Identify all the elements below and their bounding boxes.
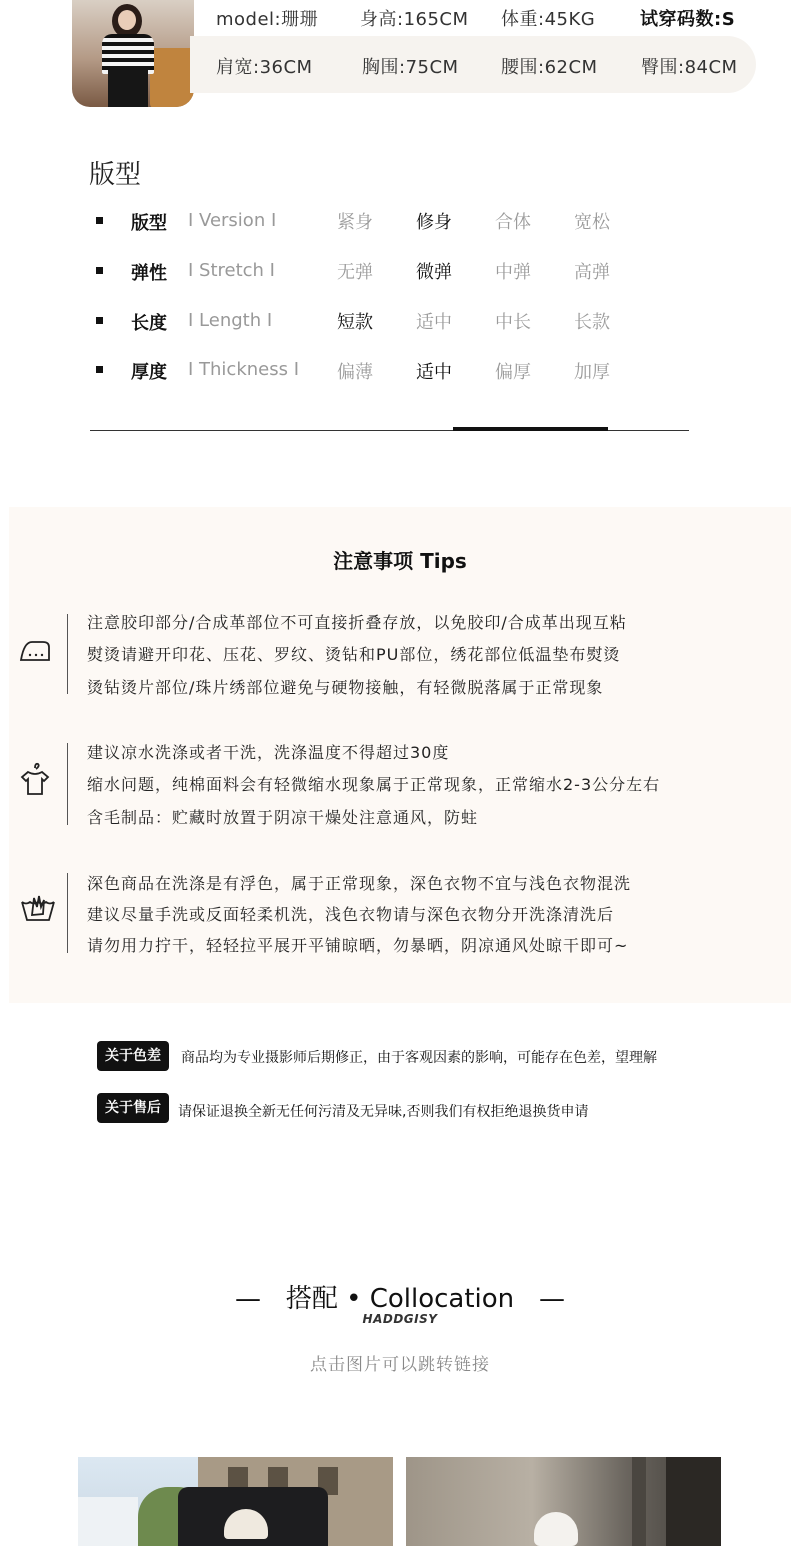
tip-line: 缩水问题，纯棉面料会有轻微缩水现象属于正常现象，正常缩水2-3公分左右 [87, 775, 661, 794]
brand-name: HADDGISY [362, 1312, 438, 1326]
model-trial-size: 试穿码数:S [640, 9, 736, 30]
fit-row-label: 厚度 [131, 362, 167, 383]
collocation-title: — 搭配 • Collocation — [235, 1284, 565, 1314]
bullet-icon [96, 267, 103, 274]
outfit-photo-1[interactable] [78, 1457, 393, 1546]
fit-option: 适中 [416, 312, 452, 333]
fit-option: 长款 [574, 312, 610, 333]
model-name: model:珊珊 [216, 9, 319, 30]
fit-option: 偏薄 [337, 362, 373, 383]
fit-option: 中弹 [495, 262, 531, 283]
tip-line: 请勿用力拧干，轻轻拉平展开平铺晾晒，勿暴晒，阴凉通风处晾干即可~ [87, 936, 629, 955]
fit-option: 偏厚 [495, 362, 531, 383]
after-sales-note: 请保证退换全新无任何污清及无异味,否则我们有权拒绝退换货申请 [178, 1104, 589, 1120]
hand-wash-icon [20, 893, 56, 923]
fit-row-sublabel: I Length I [188, 310, 273, 331]
iron-icon [18, 638, 52, 664]
tip-line: 深色商品在洗涤是有浮色，属于正常现象，深色衣物不宜与浅色衣物混洗 [87, 874, 632, 893]
tip-line: 含毛制品：贮藏时放置于阴凉干燥处注意通风，防蛀 [87, 808, 479, 827]
fit-option: 合体 [495, 212, 531, 233]
fit-row-sublabel: I Thickness I [188, 359, 300, 380]
tips-vertical-line [67, 743, 68, 825]
fit-row-label: 弹性 [131, 263, 167, 284]
tip-line: 建议凉水洗涤或者干洗，洗涤温度不得超过30度 [87, 743, 450, 762]
fit-option: 加厚 [574, 362, 610, 383]
model-shoulder: 肩宽:36CM [216, 57, 313, 78]
model-waist: 腰围:62CM [501, 57, 598, 78]
bullet-icon [96, 317, 103, 324]
fit-row-sublabel: I Version I [188, 210, 277, 231]
fit-row-label: 版型 [131, 213, 167, 234]
outfit-photo-2[interactable] [406, 1457, 721, 1546]
fit-row-label: 长度 [131, 313, 167, 334]
fit-option-selected: 微弹 [416, 262, 452, 283]
color-difference-note: 商品均为专业摄影师后期修正，由于客观因素的影响，可能存在色差，望理解 [181, 1050, 657, 1066]
tip-line: 烫钻烫片部位/珠片绣部位避免与硬物接触，有轻微脱落属于正常现象 [87, 678, 604, 697]
fit-option: 中长 [495, 312, 531, 333]
fit-option: 高弹 [574, 262, 610, 283]
tip-line: 建议尽量手洗或反面轻柔机洗，浅色衣物请与深色衣物分开洗涤清洗后 [87, 905, 615, 924]
color-difference-tag: 关于色差 [97, 1041, 169, 1071]
model-height: 身高:165CM [360, 9, 469, 30]
model-photo [72, 0, 194, 107]
fit-option-selected: 修身 [416, 212, 452, 233]
fit-option-selected: 适中 [416, 362, 452, 383]
tip-line: 注意胶印部分/合成革部位不可直接折叠存放，以免胶印/合成革出现互粘 [87, 613, 627, 632]
fit-option: 紧身 [337, 212, 373, 233]
fit-option: 无弹 [337, 262, 373, 283]
tips-vertical-line [67, 614, 68, 694]
model-hip: 臀围:84CM [641, 57, 738, 78]
bullet-icon [96, 366, 103, 373]
model-chest: 胸围:75CM [362, 57, 459, 78]
collocation-hint: 点击图片可以跳转链接 [310, 1355, 490, 1375]
shirt-hanger-icon [19, 761, 51, 797]
tips-title: 注意事项 Tips [333, 549, 467, 573]
bullet-icon [96, 217, 103, 224]
fit-option-selected: 短款 [337, 312, 373, 333]
fit-section-title: 版型 [89, 160, 142, 190]
fit-row-sublabel: I Stretch I [188, 260, 275, 281]
model-weight: 体重:45KG [501, 9, 596, 30]
divider-accent [453, 427, 608, 431]
tips-vertical-line [67, 873, 68, 953]
after-sales-tag: 关于售后 [97, 1093, 169, 1123]
tip-line: 熨烫请避开印花、压花、罗纹、烫钻和PU部位，绣花部位低温垫布熨烫 [87, 645, 621, 664]
fit-option: 宽松 [574, 212, 610, 233]
